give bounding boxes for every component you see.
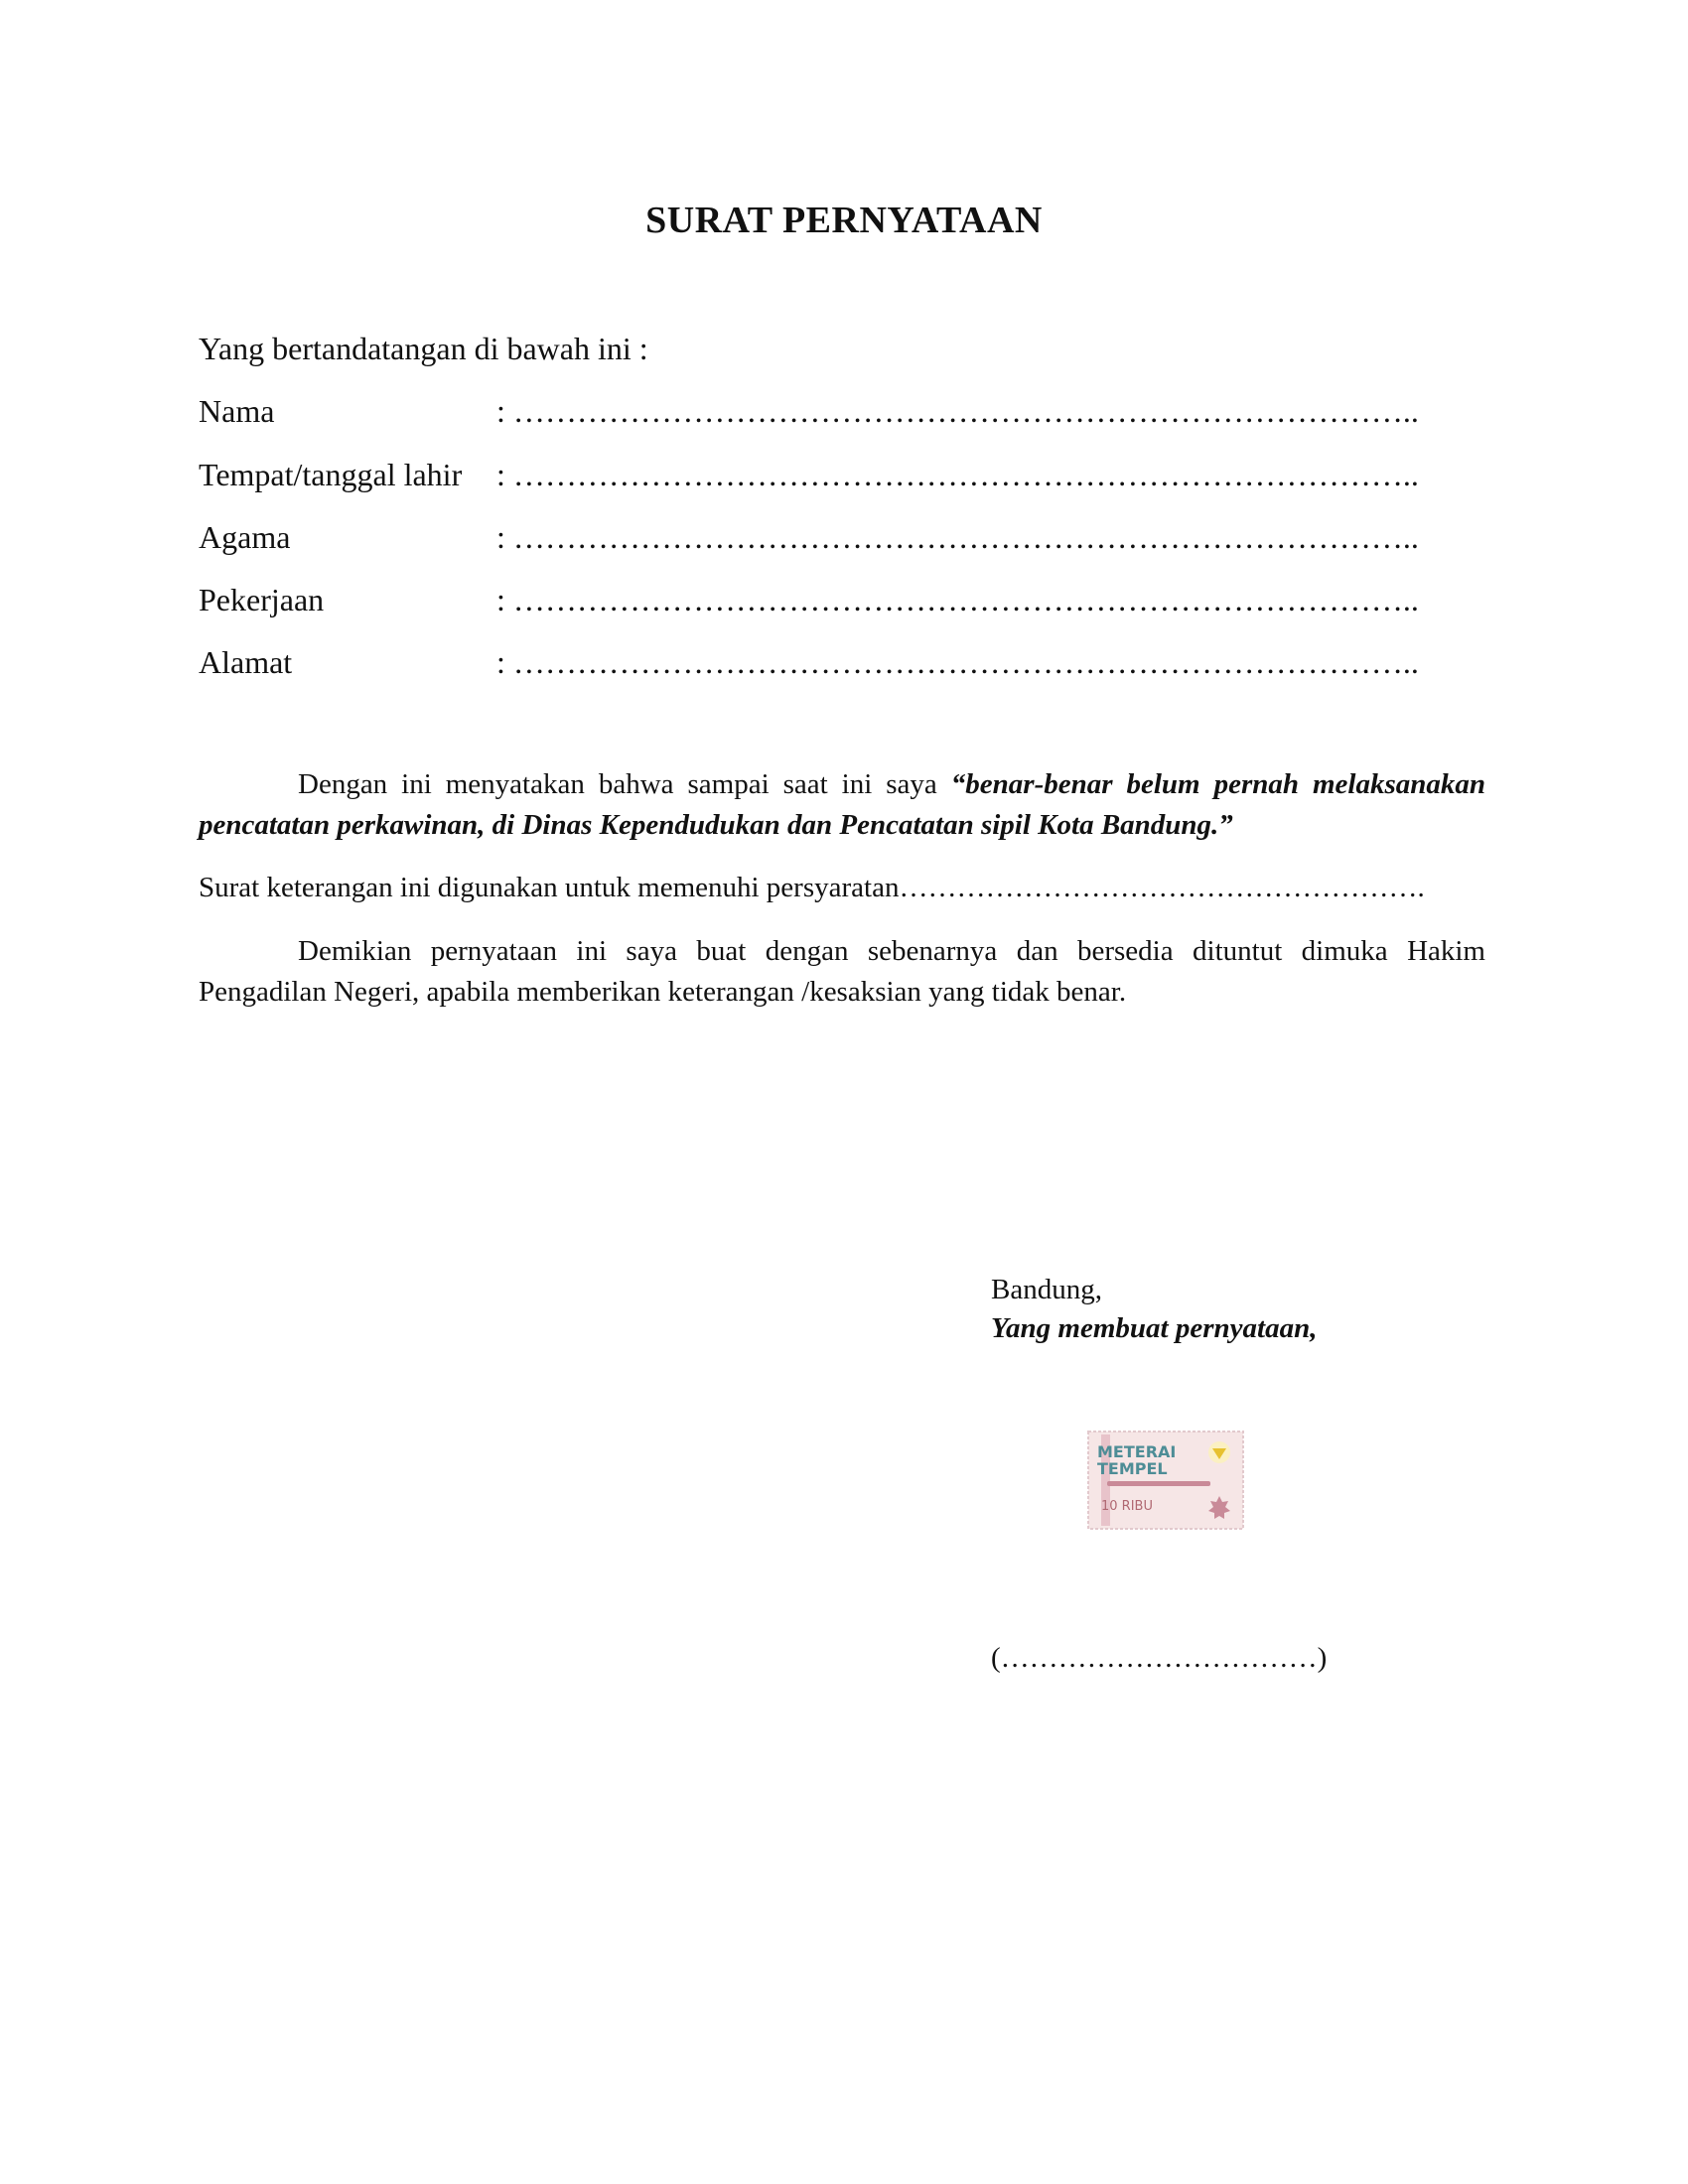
field-separator: :: [496, 393, 505, 429]
signer-label: Yang membuat pernyataan,: [991, 1312, 1318, 1344]
field-value: …………………………………………………………………………..: [512, 582, 1419, 617]
stamp-line1: METERAI: [1097, 1442, 1177, 1461]
field-value: …………………………………………………………………………..: [512, 393, 1419, 429]
field-separator: :: [496, 457, 505, 492]
field-pekerjaan: [199, 582, 1419, 618]
field-agama: [199, 519, 1419, 556]
field-nama: [199, 393, 1419, 430]
field-tempat-tanggal-lahir: [199, 457, 1419, 493]
field-label: Agama: [199, 519, 291, 555]
document-title: SURAT PERNYATAAN: [645, 200, 1043, 241]
field-alamat: [199, 644, 1419, 681]
field-separator: :: [496, 582, 505, 617]
closing-text: Demikian pernyataan ini saya buat dengan sebenarnya dan bersedia dituntut dimuka Hakim Pengadilan Negeri, apabila memberikan keterangan /kesaksian yang tidak benar.: [199, 935, 1485, 1008]
statement-prefix: Dengan ini menyatakan bahwa sampai saat ini saya: [298, 768, 951, 800]
stamp-line2: TEMPEL: [1097, 1459, 1168, 1478]
field-value: …………………………………………………………………………..: [512, 644, 1419, 680]
statement-emphasis: “benar-benar belum pernah melaksanakan pencatatan perkawinan, di Dinas Kependudukan dan Pencatatan sipil Kota Bandung.”: [199, 768, 1485, 841]
purpose-text: Surat keterangan ini digunakan untuk memenuhi persyaratan……………………………………………….: [199, 872, 1425, 903]
field-label: Nama: [199, 393, 275, 429]
meterai-stamp: [1087, 1431, 1244, 1530]
field-label: Alamat: [199, 644, 293, 680]
field-separator: :: [496, 519, 505, 555]
intro-text: Yang bertandatangan di bawah ini :: [199, 331, 648, 366]
field-value: …………………………………………………………………………..: [512, 519, 1419, 555]
field-label: Tempat/tanggal lahir: [199, 457, 463, 492]
field-label: Pekerjaan: [199, 582, 325, 617]
signature-place: Bandung,: [991, 1274, 1102, 1305]
field-separator: :: [496, 644, 505, 680]
stamp-bar: [1107, 1481, 1210, 1486]
field-value: …………………………………………………………………………..: [512, 457, 1419, 492]
closing-paragraph: [199, 931, 1485, 1013]
stamp-value: 10 RIBU: [1101, 1499, 1153, 1514]
statement-paragraph: [199, 764, 1485, 846]
signer-name-placeholder: (……………………………): [991, 1642, 1328, 1674]
